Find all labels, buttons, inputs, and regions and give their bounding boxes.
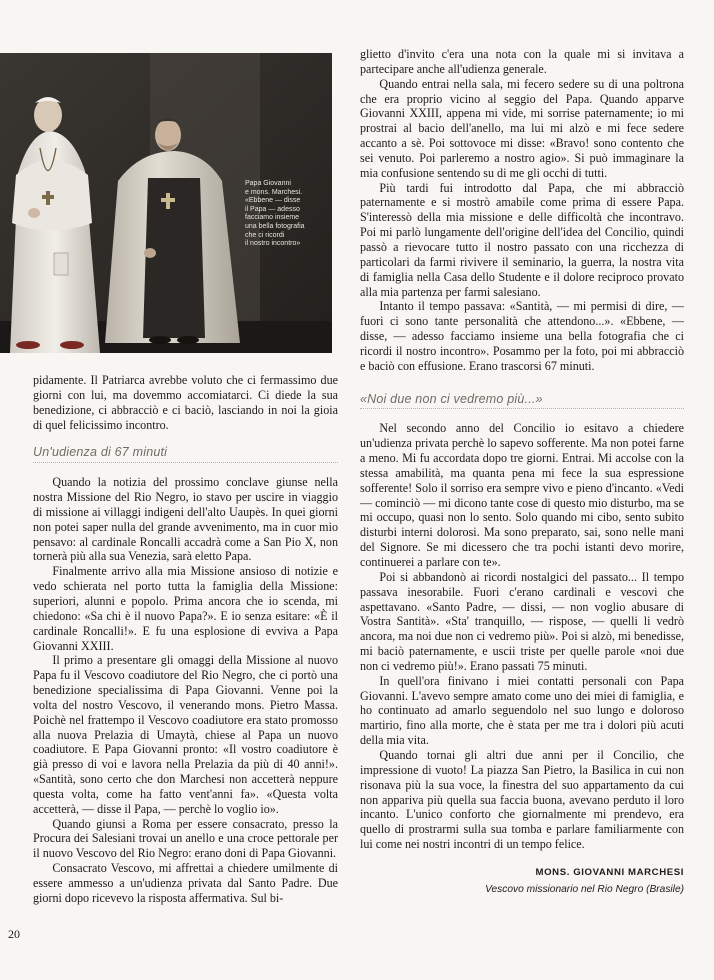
page-number: 20 bbox=[8, 927, 20, 941]
paragraph: glietto d'invito c'era una nota con la quale mi si invitava a partecipare anche all'udienza generale. bbox=[360, 47, 684, 76]
paragraph: Il primo a presentare gli omaggi della Missione al nuovo Papa fu il Vescovo coadiutore del Rio Negro, che ci portò una benedizione specialissima di Papa Giovanni. Venne poi la volta del nostro Vescovo, il venerando mons. Pietro Massa. Poichè nel frattempo il Vescovo coadiutore era stato promosso alla nuova Prelazia di Umaytà, chiese al Papa un nuovo coadiutore. E Papa Giovanni pronto: «Il vostro coadiutore è già presso di voi e lavora nella Prelazia da più di 40 anni!». «Santità, sono certo che don Marchesi non accetterà neppure questa volta, come ha fatto vent'anni fa». «Questa volta accetterà, — disse il Papa, — perchè lo voglio io». bbox=[33, 653, 338, 816]
caption-line: facciamo insieme bbox=[245, 214, 300, 222]
caption-line: una bella fotografia bbox=[245, 222, 305, 230]
paragraph: Quando entrai nella sala, mi fecero sedere su di una poltrona che era proprio vicino al seggio del Papa. Quando apparve Giovanni XXIII, appena mi vide, mi sorrise paternamente; io mi prostrai al bacio dell'anello, ma lui mi alzò e mi fece sedere accanto a sè. Poi sottovoce mi disse: «Bravo! sono contento che sei venuto. Poi parleremo a nostro agio». Si può immaginare la mia confusione sentendo su di me gli occhi di tutti. bbox=[360, 76, 684, 180]
paragraph: Quando giunsi a Roma per essere consacrato, presso la Procura dei Salesiani trovai un anello e una croce pettorale per il nuovo Vescovo del Rio Negro: erano doni di Papa Giovanni. bbox=[33, 816, 338, 861]
subheading-noi-due: «Noi due non ci vedremo più...» bbox=[360, 392, 684, 410]
paragraph: Più tardi fui introdotto dal Papa, che mi abbracciò paternamente e si mostrò amabile come prima di essere Papa. S'interessò della mia missione e delle difficoltà che incontravo. Poi mi parlò lungamente dell'origine dell'idea del Concilio, quindi passò a rievocare tutto il nostro passato con una ricchezza di particolari da farmi rivivere il seminario, la guerra, la nostra vita di famiglia nella Casa dello Studente e il dolore reciproco provato alla mia partenza per farmi salesiano. bbox=[360, 180, 684, 299]
caption-line: il nostro incontro» bbox=[245, 240, 301, 248]
author-role: Vescovo missionario nel Rio Negro (Brasile) bbox=[485, 883, 684, 895]
paragraph: pidamente. Il Patriarca avrebbe voluto che ci fermassimo due giorni con lui, ma dovemmo accomiatarci. Ci diede la sua benedizione, ci abbracciò e ci baciò, lasciando in noi la gioia di quel felicissimo incontro. bbox=[33, 373, 338, 432]
author-signature bbox=[360, 866, 684, 898]
caption-line: Papa Giovanni bbox=[245, 180, 291, 187]
paragraph: Quando tornai gli altri due anni per il Concilio, che impressione di vuoto! La piazza San Pietro, la Basilica in cui non risonava più la sua voce, la finestra del suo appartamento da cui non appariva più quella sua faccia buona, avevano perduto il loro incanto. L'unico conforto che giornalmente mi prendevo, era quello di prostrarmi sulla sua tomba e parlare familiarmente con lui come nei nostri incontri di un tempo felice. bbox=[360, 747, 684, 852]
right-column bbox=[360, 47, 684, 898]
caption-line: il Papa — adesso bbox=[245, 205, 300, 213]
paragraph: Consacrato Vescovo, mi affrettai a chiedere umilmente di essere ammesso a un'udienza privata dal Santo Padre. Due giorni dopo ricevevo la risposta affermativa. Sul bi- bbox=[33, 861, 338, 905]
paragraph: Nel secondo anno del Concilio io esitavo a chiedere un'udienza privata perchè lo sapevo sofferente. Ma non potei farne a meno. Mi fu accordata dopo tre giorni. Entrai. Mi accolse con la stessa amabilità, ma quanta pena mi fece la sua espressione sofferente! Solo il sorriso era sempre vivo e pieno d'incanto. «Vedi — cominciò — mi dicono tante cose di questo mio disturbo, ma se mi occupo, quasi non lo sento. Solo quando mi cibo, sento subito disturbi interni dolorosi. Ma sono preparato, sai, sono nelle mani del Signore. Se mi dicessero che tra pochi istanti devo morire, continuerei a parlare con te». bbox=[360, 421, 684, 569]
author-name: MONS. GIOVANNI MARCHESI bbox=[535, 866, 684, 878]
caption-line: che ci ricordi bbox=[245, 231, 285, 239]
photo-caption bbox=[245, 180, 329, 249]
paragraph: Poi si abbandonò ai ricordi nostalgici del passato... Il tempo passava inesorabile. Fuori c'erano cardinali e vescovi che aspettavano. «Santo Padre, — dissi, — non voglio abusare di Vostra Santità». «Sta' tranquillo, — rispose, — quelli li vedrò ancora, ma noi due non ci vedremo più». Poi si alzò, mi benedisse, mi baciò paternamente, e uscii triste per quelle parole «noi due non ci vedremo più!». Erano passati 75 minuti. bbox=[360, 569, 684, 673]
subheading-udienza: Un'udienza di 67 minuti bbox=[33, 445, 338, 463]
paragraph: Finalmente arrivo alla mia Missione ansioso di notizie e vedo schierata nel porto tutta la famiglia della Missione: superiori, alunni e popolo. Prima ancora che io scenda, mi chiedono: «Sa chi è il nuovo Papa?». E io senza esitare: «È il cardinale Roncalli!». E fu una esplosione di evviva a Papa Giovanni XXIII. bbox=[33, 564, 338, 653]
caption-line: e mons. Marchesi. bbox=[245, 188, 303, 196]
paragraph: Quando la notizia del prossimo conclave giunse nella nostra Missione del Rio Negro, io stavo per uscire in viaggio di missione ai villaggi indigeni dell'alto Uaupès. In quei giorni non potei saper nulla del grande avvenimento, ma in cuor mio pensavo: al cardinale Roncalli accadrà come a San Pio X, non tornerà più alla sua Venezia, sarà eletto Papa. bbox=[33, 475, 338, 564]
caption-line: «Ebbene — disse bbox=[245, 197, 301, 205]
photo-pope-and-bishop bbox=[0, 53, 332, 353]
left-column bbox=[33, 373, 338, 906]
paragraph: Intanto il tempo passava: «Santità, — mi permisi di dire, — fuori ci sono tante personalità che attendono...». «Ebbene, — disse, — adesso facciamo insieme una bella fotografia che ci ricordi il nostro incontro». Posammo per la foto, poi mi abbracciò e baciò con effusione. Erano trascorsi 67 minuti. bbox=[360, 299, 684, 373]
paragraph: In quell'ora finivano i miei contatti personali con Papa Giovanni. L'avevo sempre amato come uno dei miei di famiglia, e ho continuato ad amarlo seguendolo nel suo lungo e doloroso martirio, fino alla morte, che è stata per me tra i dolori più acuti della mia vita. bbox=[360, 673, 684, 748]
